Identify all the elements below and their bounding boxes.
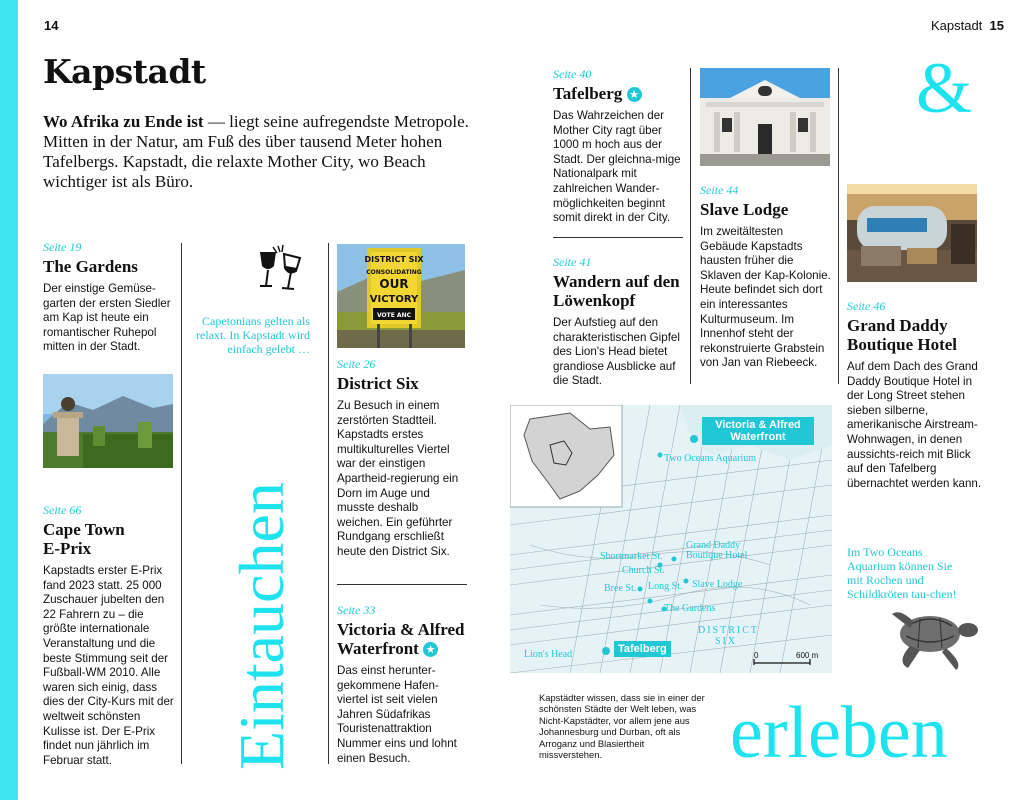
entry-body: Kapstadts erster E-Prix fand 2023 statt. 25 000 Zuschauer jubelten den 22 Fahrern zu – die größte internationale Veranstaltung und die beste Stimmung seit der Fußball-WM 2010. Alle waren sich einig, dass dies der City-Kurs mit der weltweit schönsten Kulisse ist. Der E-Prix findet nun jährlich im Februar statt. <box>43 564 174 767</box>
map-label-shortmarket: Shortmarket St. <box>600 551 663 562</box>
map-label-long: Long St. <box>648 581 683 592</box>
entry-title: Tafelberg ★ <box>553 84 683 103</box>
sign-line4: VICTORY <box>369 294 419 305</box>
map-label-church: Church St. <box>622 565 665 576</box>
word-erleben: erleben <box>730 692 948 774</box>
slave-lodge-photo <box>700 68 830 166</box>
entry-districtsix <box>337 357 465 560</box>
page-number-left: 14 <box>44 18 59 33</box>
map-label-granddaddy: Grand Daddy Boutique Hotel <box>686 540 748 561</box>
quote-aquarium: Im Two Oceans Aquarium können Sie mit Rochen und Schildkröten tau-chen! <box>847 545 957 601</box>
star-icon: ★ <box>423 642 438 657</box>
sign-line2: CONSOLIDATING <box>366 269 422 276</box>
map-caption: Kapstädter wissen, dass sie in einer der schönsten Städte der Welt leben, was Nicht-Kapstädter, vor allem jene aus Johannesburg und Durban, oft als Arroganz und Blasiertheit missverstehen. <box>539 692 705 761</box>
entry-body: Das einst herunter-gekommene Hafen-viertel ist seit vielen Jahren Südafrikas Touristenattraktion Nummer eins und lohnt einen Besuch. <box>337 664 457 765</box>
entry-gardens <box>43 240 175 355</box>
entry-body: Im zweitältesten Gebäude Kapstadts hausten früher die Sklaven der Kap-Kolonie. Heute befindet sich dort ein interessantes Kulturmuseum. Im Innenhof steht der rekonstruierte Grabstein von Jan van Riebeeck. <box>700 225 831 370</box>
entry-title: Grand Daddy Boutique Hotel <box>847 316 958 354</box>
map-label-gardens: The Gardens <box>664 603 716 614</box>
city-map[interactable] <box>510 405 832 673</box>
page-header-right: Kapstadt 15 <box>930 18 1004 33</box>
column-divider <box>328 243 329 764</box>
entry-body: Das Wahrzeichen der Mother City ragt über 1000 m hoch aus der Stadt. Der gleichna-mige Nationalpark mit zahlreichen Wander-möglichkeiten beginnt somit direkt in der City. <box>553 109 681 225</box>
entry-title: Cape Town E-Prix <box>43 520 125 558</box>
seite-ref: Seite 46 <box>847 299 886 313</box>
column-divider <box>690 68 691 384</box>
page-title: Kapstadt <box>43 52 206 91</box>
sign-line5: VOTE ANC <box>377 312 411 319</box>
grand-daddy-photo <box>847 184 977 282</box>
seite-ref: Seite 26 <box>337 357 376 371</box>
entry-tafelberg <box>553 67 683 226</box>
entry-title: District Six <box>337 374 419 393</box>
seite-ref: Seite 66 <box>43 503 82 517</box>
map-scale-600: 600 m <box>796 651 819 660</box>
intro-text: Wo Afrika zu Ende ist — liegt seine aufregendste Metropole. Mitten in der Natur, am Fuß des über tausend Meter hohen Tafelbergs. Kapstadt, die relaxte Mother City, wo Beach wichtiger ist als Büro. <box>43 112 469 191</box>
map-box-tafelberg[interactable]: Tafelberg <box>614 641 671 657</box>
column-divider <box>181 243 182 764</box>
quote-capetonians: Capetonians gelten als relaxt. In Kapstadt wird einfach gelebt … <box>196 314 310 356</box>
entry-granddaddy <box>847 299 987 491</box>
entry-waterfront <box>337 603 467 766</box>
map-label-district: DISTRICT SIX <box>698 625 759 647</box>
entry-divider <box>337 584 467 585</box>
vertical-word-eintauchen: Eintauchen <box>226 482 297 770</box>
entry-body: Auf dem Dach des Grand Daddy Boutique Hotel in der Long Street stehen sieben silberne, amerikanische Airstream-Wohnwagen, in denen aussichts-reich mit Blick auf den Tafelberg übernachtet werden kann. <box>847 360 982 490</box>
map-label-bree: Bree St. <box>604 583 637 594</box>
map-label-slave: Slave Lodge <box>692 579 743 590</box>
star-icon: ★ <box>627 87 642 102</box>
entry-body: Der Aufstieg auf den charakteristischen Gipfel des Lion's Head bietet grandiose Ausblicke auf die Stadt. <box>553 316 680 388</box>
seite-ref: Seite 33 <box>337 603 376 617</box>
map-label-lions: Lion's Head <box>524 649 573 660</box>
turtle-illustration <box>886 604 980 672</box>
sign-line1: DISTRICT SIX <box>364 255 424 264</box>
entry-body: Der einstige Gemüse-garten der ersten Siedler am Kap ist heute ein romantischer Ruhepol mitten in der Stadt. <box>43 282 171 354</box>
entry-title: The Gardens <box>43 257 138 276</box>
map-scale-0: 0 <box>754 651 759 660</box>
seite-ref: Seite 41 <box>553 255 592 269</box>
seite-ref: Seite 44 <box>700 183 739 197</box>
map-graphic <box>510 405 832 673</box>
seite-ref: Seite 19 <box>43 240 82 254</box>
map-box-waterfront[interactable]: Victoria & Alfred Waterfront <box>702 417 814 445</box>
entry-title: Slave Lodge <box>700 200 789 219</box>
column-divider <box>838 68 839 384</box>
ampersand: & <box>916 48 973 128</box>
entry-eprix <box>43 503 175 768</box>
entry-slavelodge <box>700 183 834 371</box>
entry-title: Wandern auf den Löwenkopf <box>553 272 680 310</box>
seite-ref: Seite 40 <box>553 67 592 81</box>
district-six-photo <box>337 244 465 348</box>
entry-divider <box>553 237 683 238</box>
map-label-aquarium: Two Oceans Aquarium <box>664 453 757 464</box>
sign-line3: OUR <box>379 277 409 291</box>
entry-title: Victoria & Alfred Waterfront ★ <box>337 620 465 658</box>
wine-glasses-icon <box>254 244 310 294</box>
gardens-photo <box>43 374 173 468</box>
page-edge-strip <box>0 0 18 800</box>
entry-body: Zu Besuch in einem zerstörten Stadtteil. Kapstadts erstes multikulturelles Viertel war der einstigen Apartheid-regierung ein Dorn im Auge und musste deshalb weichen. Ein geführter Rundgang erschließt heute den District Six. <box>337 399 459 558</box>
entry-wandern <box>553 255 685 389</box>
